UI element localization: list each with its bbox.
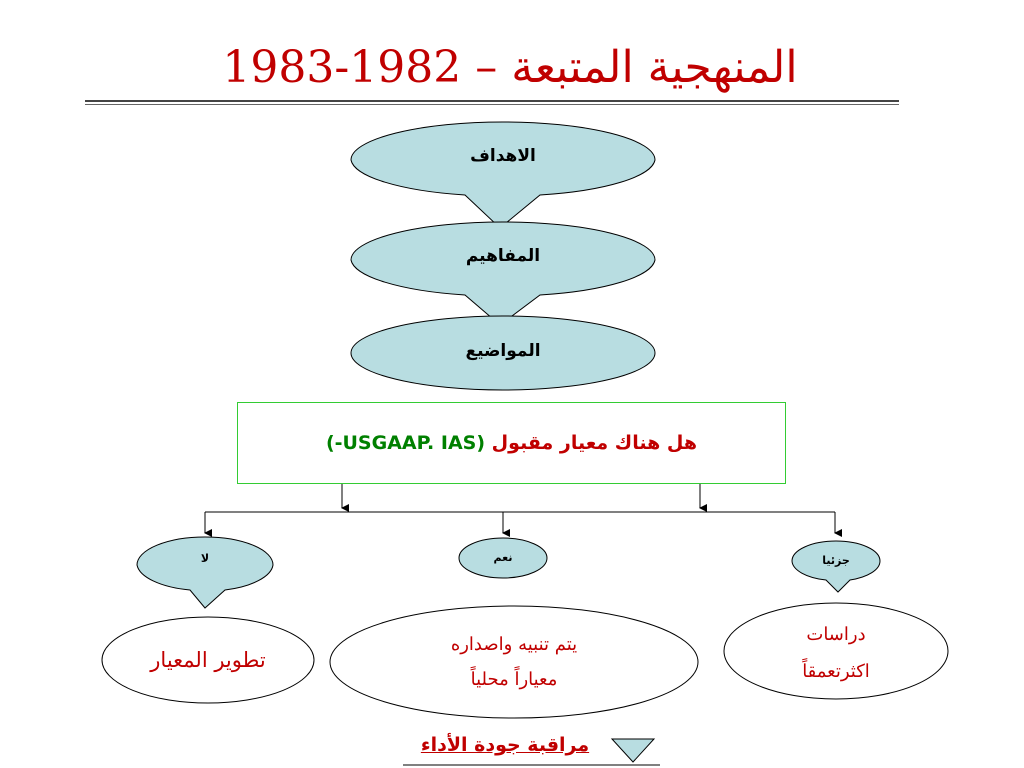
slide-title: المنهجية المتبعة – 1982-1983	[222, 42, 798, 93]
question-text	[237, 402, 786, 484]
goals-callout	[351, 122, 655, 228]
question-main: هل هناك معيار مقبول	[491, 432, 698, 454]
yes-result-line1: يتم تنبيه واصداره	[450, 634, 578, 655]
branch-connectors	[205, 484, 835, 533]
footer-triangle-icon	[612, 739, 654, 762]
concepts-callout	[351, 222, 655, 325]
partial-result-line1: دراسات	[806, 624, 866, 645]
yes-result-oval	[330, 606, 698, 718]
no-result-text: تطوير المعيار	[150, 648, 266, 672]
goals-label: الاهداف	[470, 146, 536, 166]
concepts-label: المفاهيم	[465, 246, 541, 266]
question-standards: (-USGAAP. IAS)	[325, 432, 486, 454]
yes-result-line2: معياراً محلياً	[470, 669, 558, 690]
no-label: لا	[200, 552, 210, 565]
footer-text: مراقبة جودة الأداء	[420, 734, 590, 756]
partial-label: جزئيا	[822, 554, 850, 567]
partial-result-line2: اكثرتعمقاً	[802, 661, 870, 682]
no-callout	[137, 537, 273, 608]
yes-label: نعم	[493, 551, 513, 564]
topics-label: المواضيع	[465, 341, 541, 361]
